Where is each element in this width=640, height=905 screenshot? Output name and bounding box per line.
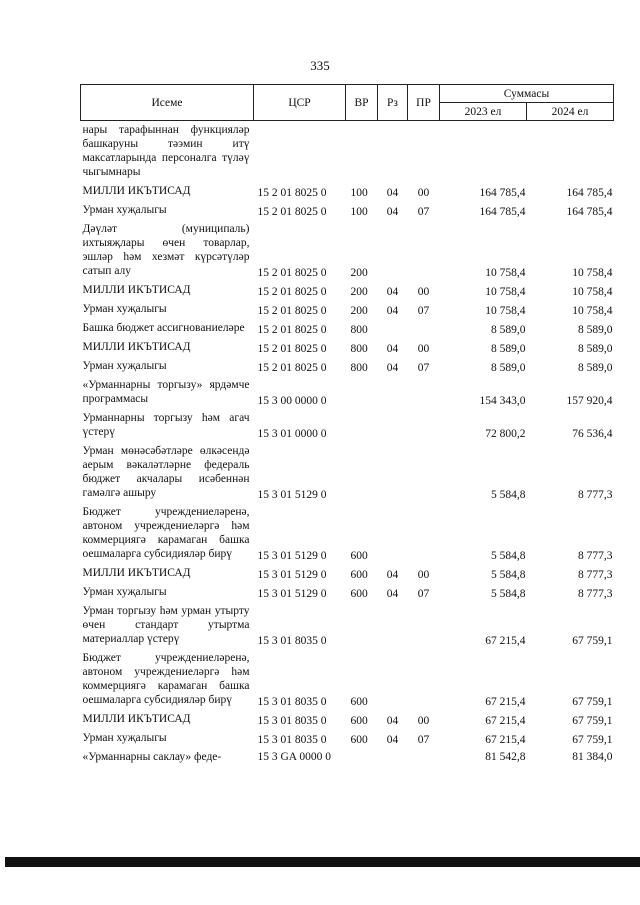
cell-vr: 800 — [350, 324, 368, 336]
cell-name: МИЛЛИ ИКЪТИСАД — [82, 713, 191, 725]
cell-pr — [408, 318, 440, 337]
cell-pr — [408, 219, 440, 280]
cell-pr — [408, 601, 440, 648]
cell-vr: 600 — [350, 588, 368, 600]
table-row — [81, 181, 614, 200]
cell-rz: 04 — [386, 588, 399, 600]
cell-sum-2024: 10 758,4 — [572, 305, 613, 317]
table-row — [81, 337, 614, 356]
cell-sum-2024: 8 777,3 — [578, 550, 613, 562]
cell-pr: 07 — [417, 588, 430, 600]
cell-vr: 600 — [350, 715, 368, 727]
cell-name: МИЛЛИ ИКЪТИСАД — [82, 284, 191, 296]
cell-sum-2024: 8 589,0 — [578, 324, 613, 336]
cell-sum-2023: 8 589,0 — [491, 362, 526, 374]
cell-name: Урман торгызу һәм урман утырту өчен стандарт утыртма материаллар үстерү — [82, 605, 250, 645]
cell-name: МИЛЛИ ИКЪТИСАД — [82, 567, 191, 579]
cell-sum-2023: 67 215,4 — [485, 635, 526, 647]
cell-sum-2023: 67 215,4 — [485, 696, 526, 708]
table-row — [81, 441, 614, 502]
cell-csr: 15 2 01 8025 0 — [257, 343, 327, 355]
table-row — [81, 502, 614, 563]
cell-sum-2024: 81 384,0 — [572, 751, 613, 763]
cell-vr — [346, 408, 378, 441]
cell-csr: 15 2 01 8025 0 — [257, 324, 327, 336]
cell-name: «Урманнарны торгызу» ярдәмче программасы — [82, 379, 250, 405]
table-row — [81, 408, 614, 441]
cell-sum-2024: 164 785,4 — [566, 206, 613, 218]
cell-name: МИЛЛИ ИКЪТИСАД — [82, 341, 191, 353]
cell-sum-2024: 8 777,3 — [578, 569, 613, 581]
table-row — [81, 747, 614, 766]
table-row — [81, 375, 614, 408]
cell-pr — [408, 121, 440, 182]
table-row — [81, 280, 614, 299]
budget-table — [80, 84, 614, 766]
cell-pr: 00 — [417, 343, 430, 355]
cell-vr: 200 — [350, 267, 368, 279]
cell-vr: 600 — [350, 550, 368, 562]
cell-sum-2024: 8 589,0 — [578, 343, 613, 355]
cell-csr: 15 2 01 8025 0 — [257, 206, 327, 218]
cell-rz — [378, 375, 408, 408]
cell-rz — [378, 441, 408, 502]
header-csr: ЦСР — [254, 85, 346, 121]
cell-sum-2023: 5 584,8 — [491, 550, 526, 562]
cell-csr: 15 3 01 5129 0 — [257, 588, 327, 600]
table-row — [81, 601, 614, 648]
table-row — [81, 121, 614, 182]
cell-csr: 15 3 01 5129 0 — [257, 489, 327, 501]
cell-vr: 100 — [350, 187, 368, 199]
cell-name: Башка бюджет ассигнованиеләре — [82, 322, 245, 334]
cell-csr: 15 2 01 8025 0 — [257, 286, 327, 298]
cell-sum-2023: 67 215,4 — [485, 715, 526, 727]
cell-name: Урман мөнәсәбәтләре өлкәсендә аерым вәкаләтләрне федераль бюджет акчалары исәбеннән гамәлгә ашыру — [82, 445, 250, 499]
table-row — [81, 709, 614, 728]
cell-csr: 15 3 01 5129 0 — [257, 569, 327, 581]
cell-vr — [346, 121, 378, 182]
cell-vr: 600 — [350, 734, 368, 746]
cell-sum-2024: 67 759,1 — [572, 635, 613, 647]
cell-csr: 15 2 01 8025 0 — [257, 187, 327, 199]
header-pr: ПР — [408, 85, 440, 121]
cell-sum-2024: 67 759,1 — [572, 734, 613, 746]
cell-rz — [378, 747, 408, 766]
cell-vr — [346, 441, 378, 502]
cell-sum-2024: 157 920,4 — [566, 395, 613, 407]
cell-rz: 04 — [386, 569, 399, 581]
cell-pr: 00 — [417, 286, 430, 298]
cell-pr — [408, 747, 440, 766]
header-vr: ВР — [346, 85, 378, 121]
cell-name: Урманнарны торгызу һәм агач үстерү — [82, 412, 250, 438]
table-row — [81, 582, 614, 601]
cell-name: нары тарафыннан функцияләр башкаруны тәэмин итү максатларында персоналга түләү чыгымнары — [82, 124, 250, 178]
cell-rz — [378, 318, 408, 337]
cell-sum-2024 — [527, 121, 614, 182]
cell-rz: 04 — [386, 734, 399, 746]
scan-border-bar — [5, 857, 640, 867]
cell-pr: 07 — [417, 305, 430, 317]
cell-vr: 800 — [350, 362, 368, 374]
cell-name: МИЛЛИ ИКЪТИСАД — [82, 185, 191, 197]
cell-pr — [408, 375, 440, 408]
cell-pr — [408, 648, 440, 709]
header-year-2023: 2023 ел — [440, 103, 527, 121]
header-year-2024: 2024 ел — [527, 103, 614, 121]
table-row — [81, 356, 614, 375]
cell-rz: 04 — [386, 286, 399, 298]
cell-rz: 04 — [386, 715, 399, 727]
cell-name: Урман хуҗалыгы — [82, 586, 167, 598]
cell-rz: 04 — [386, 305, 399, 317]
cell-name: Бюджет учреждениеләренә, автоном учреждениеләргә һәм коммерциягә карамаган башка оешмаларга субсидияләр бирү — [82, 506, 250, 560]
cell-rz — [378, 219, 408, 280]
cell-pr — [408, 408, 440, 441]
cell-name: Урман хуҗалыгы — [82, 204, 167, 216]
cell-sum-2024: 8 777,3 — [578, 489, 613, 501]
cell-vr: 100 — [350, 206, 368, 218]
cell-csr: 15 3 00 0000 0 — [257, 395, 327, 407]
table-row — [81, 299, 614, 318]
cell-name: Дәүләт (муниципаль) ихтыяҗлары өчен товарлар, эшләр һәм хезмәт күрсәтүләр сатып алу — [82, 223, 250, 277]
cell-vr: 600 — [350, 696, 368, 708]
cell-sum-2023: 67 215,4 — [485, 734, 526, 746]
cell-csr: 15 3 01 8035 0 — [257, 734, 327, 746]
cell-sum-2023: 8 589,0 — [491, 324, 526, 336]
cell-rz: 04 — [386, 187, 399, 199]
cell-pr: 07 — [417, 206, 430, 218]
header-rz: Рз — [378, 85, 408, 121]
cell-name: Урман хуҗалыгы — [82, 303, 167, 315]
cell-sum-2023: 154 343,0 — [479, 395, 526, 407]
cell-sum-2023: 72 800,2 — [485, 428, 526, 440]
cell-name: Бюджет учреждениеләренә, автоном учреждениеләргә һәм коммерциягә карамаган башка оешмаларга субсидияләр бирү — [82, 652, 250, 706]
cell-vr — [346, 747, 378, 766]
cell-sum-2023: 81 542,8 — [485, 751, 526, 763]
table-row — [81, 648, 614, 709]
cell-csr: 15 2 01 8025 0 — [257, 267, 327, 279]
cell-name: Урман хуҗалыгы — [82, 732, 167, 744]
cell-rz — [378, 648, 408, 709]
cell-sum-2024: 67 759,1 — [572, 696, 613, 708]
cell-csr: 15 3 01 5129 0 — [257, 550, 327, 562]
cell-vr — [346, 375, 378, 408]
cell-pr — [408, 441, 440, 502]
cell-csr: 15 3 01 8035 0 — [257, 696, 327, 708]
cell-csr: 15 3 01 8035 0 — [257, 715, 327, 727]
cell-sum-2024: 76 536,4 — [572, 428, 613, 440]
cell-rz — [378, 601, 408, 648]
cell-sum-2024: 10 758,4 — [572, 267, 613, 279]
cell-pr: 00 — [417, 569, 430, 581]
cell-name: «Урманнарны саклау» феде- — [82, 751, 222, 763]
cell-sum-2024: 8 777,3 — [578, 588, 613, 600]
table-row — [81, 200, 614, 219]
cell-sum-2024: 67 759,1 — [572, 715, 613, 727]
cell-vr: 200 — [350, 305, 368, 317]
cell-sum-2023: 5 584,8 — [491, 588, 526, 600]
cell-sum-2024: 10 758,4 — [572, 286, 613, 298]
cell-sum-2024: 164 785,4 — [566, 187, 613, 199]
cell-sum-2023 — [440, 121, 527, 182]
cell-rz: 04 — [386, 343, 399, 355]
cell-csr: 15 3 01 8035 0 — [257, 635, 327, 647]
cell-pr: 07 — [417, 362, 430, 374]
cell-rz — [378, 121, 408, 182]
cell-sum-2023: 10 758,4 — [485, 305, 526, 317]
cell-pr: 00 — [417, 187, 430, 199]
cell-csr: 15 2 01 8025 0 — [257, 362, 327, 374]
cell-csr — [254, 121, 346, 182]
header-name: Исеме — [81, 85, 254, 121]
table-row — [81, 318, 614, 337]
cell-rz — [378, 502, 408, 563]
cell-pr — [408, 502, 440, 563]
cell-csr: 15 3 01 0000 0 — [257, 428, 327, 440]
cell-sum-2023: 164 785,4 — [479, 206, 526, 218]
cell-pr: 07 — [417, 734, 430, 746]
table-row — [81, 563, 614, 582]
cell-rz: 04 — [386, 206, 399, 218]
cell-rz — [378, 408, 408, 441]
header-sums: Суммасы — [440, 85, 614, 103]
cell-sum-2023: 5 584,8 — [491, 489, 526, 501]
page-number: 335 — [310, 58, 330, 73]
cell-vr: 600 — [350, 569, 368, 581]
cell-vr: 200 — [350, 286, 368, 298]
table-row — [81, 219, 614, 280]
cell-sum-2023: 164 785,4 — [479, 187, 526, 199]
cell-sum-2023: 10 758,4 — [485, 267, 526, 279]
cell-vr — [346, 601, 378, 648]
table-body — [81, 121, 614, 767]
cell-csr: 15 3 GA 0000 0 — [257, 751, 331, 763]
cell-rz: 04 — [386, 362, 399, 374]
cell-pr: 00 — [417, 715, 430, 727]
cell-sum-2023: 5 584,8 — [491, 569, 526, 581]
cell-sum-2023: 10 758,4 — [485, 286, 526, 298]
table-row — [81, 728, 614, 747]
cell-vr: 800 — [350, 343, 368, 355]
cell-name: Урман хуҗалыгы — [82, 360, 167, 372]
cell-csr: 15 2 01 8025 0 — [257, 305, 327, 317]
cell-sum-2023: 8 589,0 — [491, 343, 526, 355]
cell-sum-2024: 8 589,0 — [578, 362, 613, 374]
